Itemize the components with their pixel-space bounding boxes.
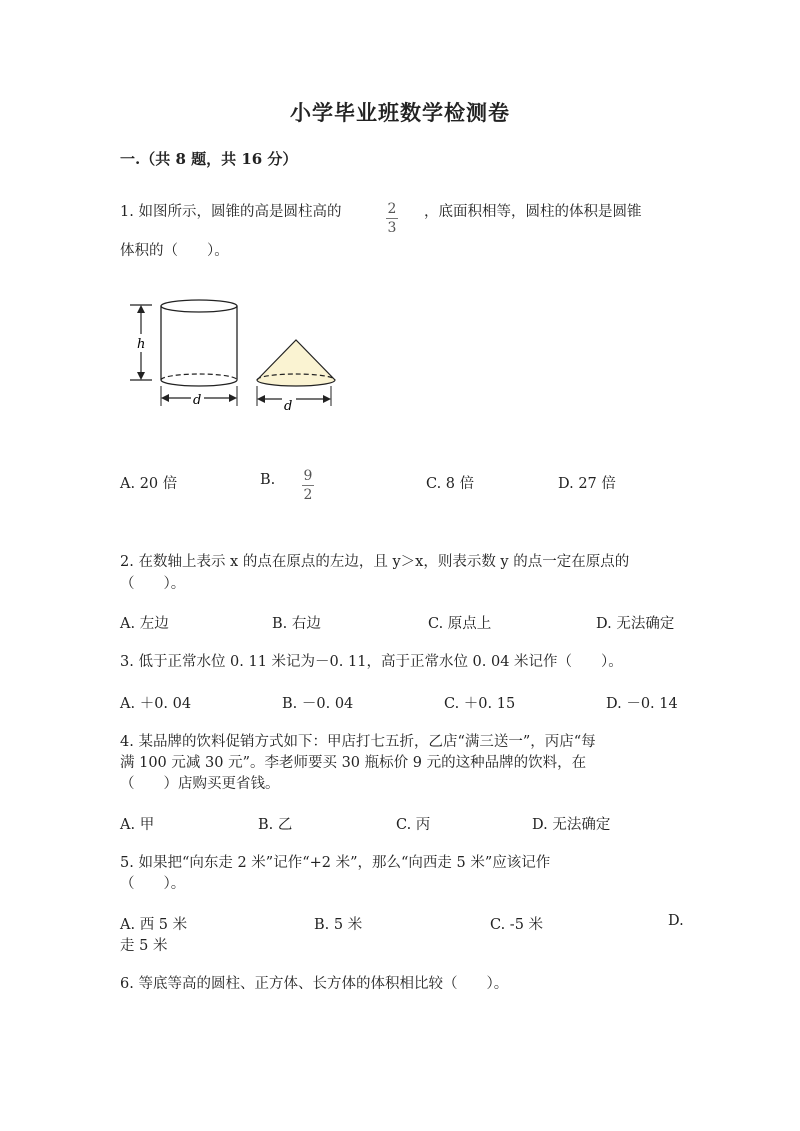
q5-option-b[interactable]: B. 5 米 — [314, 917, 363, 933]
q3-option-c[interactable]: C. ＋0. 15 — [444, 696, 516, 712]
q2-option-d[interactable]: D. 无法确定 — [596, 616, 675, 632]
question-1-text-c: 体积的（ ）。 — [120, 243, 229, 259]
q3-option-b[interactable]: B. －0. 04 — [282, 696, 354, 712]
question-5-line-1: 5. 如果把“向东走 2 米”记作“+2 米”，那么“向西走 5 米”应该记作 — [120, 855, 551, 871]
q2-option-b[interactable]: B. 右边 — [272, 616, 321, 632]
q2-option-c[interactable]: C. 原点上 — [428, 616, 492, 632]
cone-diameter-label: d — [284, 399, 293, 414]
question-2-line-1: 2. 在数轴上表示 x 的点在原点的左边，且 y＞x，则表示数 y 的点一定在原点的 — [120, 554, 630, 570]
cylinder-diameter-label: d — [193, 393, 202, 408]
question-1-text-b: ，底面积相等，圆柱的体积是圆锥 — [424, 204, 642, 220]
q1-option-d[interactable]: D. 27 倍 — [558, 476, 616, 492]
q5-option-d[interactable]: D. — [668, 913, 684, 929]
q5-option-a[interactable]: A. 西 5 米 — [120, 917, 188, 933]
cylinder-cone-figure — [124, 294, 344, 420]
q4-option-a[interactable]: A. 甲 — [120, 817, 155, 833]
q4-option-d[interactable]: D. 无法确定 — [532, 817, 611, 833]
height-label: h — [137, 337, 146, 352]
fraction-numerator: 2 — [387, 201, 397, 217]
fraction-bar — [302, 485, 314, 486]
question-4-line-2: 满 100 元减 30 元”。李老师要买 30 瓶标价 9 元的这种品牌的饮料，在 — [120, 755, 587, 771]
q4-option-c[interactable]: C. 丙 — [396, 817, 431, 833]
question-1-fraction — [386, 198, 398, 235]
q4-option-b[interactable]: B. 乙 — [258, 817, 293, 833]
q1-option-b[interactable]: B. — [260, 472, 276, 488]
question-1-text-a: 1. 如图所示，圆锥的高是圆柱高的 — [120, 204, 342, 220]
question-6-line-1: 6. 等底等高的圆柱、正方体、长方体的体积相比较（ ）。 — [120, 976, 509, 992]
fraction-numerator: 9 — [303, 468, 313, 484]
fraction-bar — [386, 218, 398, 219]
question-4-line-1: 4. 某品牌的饮料促销方式如下：甲店打七五折，乙店“满三送一”，丙店“每 — [120, 734, 596, 750]
q2-option-a[interactable]: A. 左边 — [120, 616, 169, 632]
section-heading: 一.（共 8 题，共 16 分） — [120, 150, 298, 168]
question-3-line-1: 3. 低于正常水位 0. 11 米记为－0. 11，高于正常水位 0. 04 米记作（ ）。 — [120, 654, 623, 670]
fraction-denominator: 3 — [387, 220, 397, 236]
q3-option-d[interactable]: D. －0. 14 — [606, 696, 678, 712]
q1-option-b-fraction — [302, 465, 314, 502]
question-2-line-2: （ ）。 — [120, 576, 186, 592]
question-4-line-3: （ ）店购买更省钱。 — [120, 776, 280, 792]
fraction-denominator: 2 — [303, 487, 313, 503]
question-5-line-2: （ ）。 — [120, 876, 186, 892]
q5-option-c[interactable]: C. -5 米 — [490, 917, 544, 933]
q1-option-c[interactable]: C. 8 倍 — [426, 476, 475, 492]
page-title: 小学毕业班数学检测卷 — [290, 100, 510, 125]
q1-option-a[interactable]: A. 20 倍 — [120, 476, 178, 492]
q3-option-a[interactable]: A. ＋0. 04 — [120, 696, 192, 712]
q5-option-d-continued: 走 5 米 — [120, 938, 168, 954]
